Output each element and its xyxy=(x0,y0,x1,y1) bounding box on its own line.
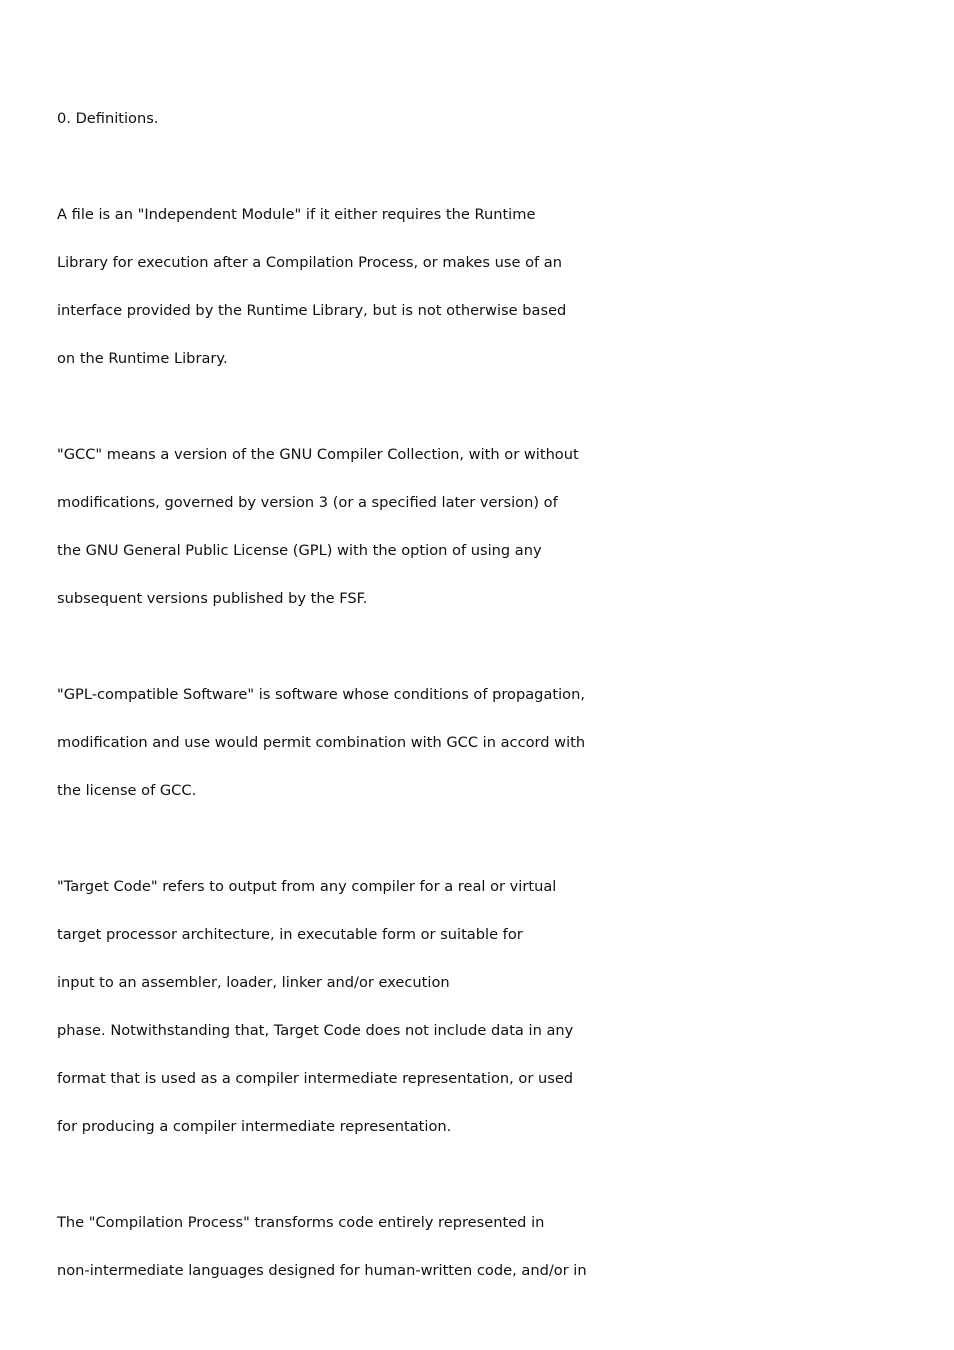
text-line: for producing a compiler intermediate representation. xyxy=(57,1118,452,1135)
text-line: input to an assembler, loader, linker and/or execution xyxy=(57,974,450,991)
text-line: 0. Definitions. xyxy=(57,110,159,127)
text-line: modifications, governed by version 3 (or a specified later version) of xyxy=(57,494,558,511)
text-line: subsequent versions published by the FSF. xyxy=(57,590,368,607)
text-line: target processor architecture, in executable form or suitable for xyxy=(57,926,523,943)
text-line: non-intermediate languages designed for human-written code, and/or in xyxy=(57,1262,587,1279)
text-line: interface provided by the Runtime Library, but is not otherwise based xyxy=(57,302,567,319)
text-line: modification and use would permit combination with GCC in accord with xyxy=(57,734,586,751)
paragraph xyxy=(57,95,917,143)
text-line: on the Runtime Library. xyxy=(57,350,228,367)
paragraph xyxy=(57,671,917,815)
text-line: Library for execution after a Compilation Process, or makes use of an xyxy=(57,254,563,271)
text-line: The "Compilation Process" transforms code entirely represented in xyxy=(57,1214,545,1231)
text-line: A file is an "Independent Module" if it either requires the Runtime xyxy=(57,206,536,223)
paragraph xyxy=(57,863,917,1151)
text-line: the license of GCC. xyxy=(57,782,197,799)
text-line: phase. Notwithstanding that, Target Code does not include data in any xyxy=(57,1022,574,1039)
paragraph xyxy=(57,1199,917,1295)
document-body xyxy=(57,95,917,1343)
text-line: format that is used as a compiler intermediate representation, or used xyxy=(57,1070,574,1087)
text-line: "GCC" means a version of the GNU Compiler Collection, with or without xyxy=(57,446,579,463)
text-line: "Target Code" refers to output from any compiler for a real or virtual xyxy=(57,878,557,895)
paragraph xyxy=(57,191,917,383)
paragraph xyxy=(57,431,917,623)
text-line: "GPL-compatible Software" is software whose conditions of propagation, xyxy=(57,686,585,703)
text-line: the GNU General Public License (GPL) with the option of using any xyxy=(57,542,542,559)
